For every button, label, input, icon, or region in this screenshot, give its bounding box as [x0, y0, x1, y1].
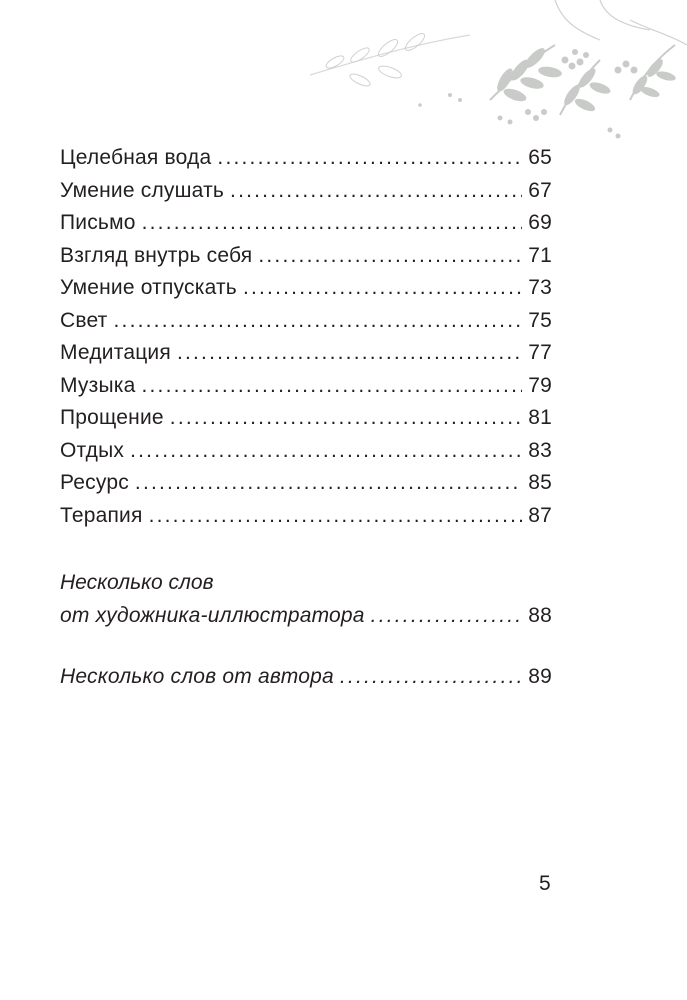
botanical-ornament: [300, 0, 687, 145]
toc-entry[interactable]: [60, 341, 552, 374]
toc-entry-title: Взгляд внутрь себя: [60, 243, 253, 267]
toc-entry[interactable]: [60, 471, 552, 504]
toc-entry[interactable]: [60, 146, 552, 179]
toc-entry-page: 69: [528, 211, 552, 234]
toc-entry-page: 89: [528, 664, 552, 688]
toc-entry[interactable]: [60, 504, 552, 537]
toc-entry-title: Ресурс: [60, 471, 129, 494]
toc-entry-page: 81: [528, 406, 552, 429]
toc-leader-dots: [135, 471, 522, 495]
toc-entry-page: 85: [528, 471, 552, 494]
toc-entry-title: Свет: [60, 308, 108, 332]
toc-leader-dots: [217, 146, 522, 170]
toc-entry-page: 65: [528, 146, 552, 169]
toc-entry-title: от художника-иллюстратора: [60, 604, 365, 627]
toc-entry[interactable]: [60, 439, 552, 472]
toc-leader-dots: [243, 276, 522, 300]
toc-entry-title: Прощение: [60, 406, 164, 429]
toc-entry-title: Медитация: [60, 341, 171, 364]
toc-entry-page: 77: [528, 341, 552, 364]
toc-entry[interactable]: [60, 276, 552, 309]
toc-leader-dots: [371, 604, 523, 628]
toc-entry-illustrator-line1[interactable]: Несколько слов: [60, 571, 214, 594]
toc-entry-page: 87: [528, 503, 552, 527]
toc-leader-dots: [177, 341, 522, 365]
toc-entry-page: 67: [528, 178, 552, 202]
toc-leader-dots: [340, 665, 522, 689]
toc-entry-title: Умение отпускать: [60, 276, 237, 299]
toc-entry[interactable]: [60, 309, 552, 342]
toc-leader-dots: [114, 309, 523, 333]
toc-entry[interactable]: [60, 374, 552, 407]
page-number: 5: [539, 872, 551, 895]
toc-entry-page: 79: [528, 373, 552, 397]
toc-leader-dots: [149, 504, 523, 528]
toc-entry[interactable]: [60, 179, 552, 212]
toc-entry-title: Терапия: [60, 503, 143, 527]
toc-entry-title: Целебная вода: [60, 146, 212, 169]
toc-entry-title: Умение слушать: [60, 178, 225, 202]
toc-entry-page: 75: [528, 308, 552, 332]
toc-entry-author[interactable]: [60, 665, 552, 698]
toc-leader-dots: [170, 406, 522, 430]
toc-entry-page: 88: [528, 604, 552, 627]
toc-entry-page: 83: [528, 438, 552, 462]
toc-leader-dots: [230, 179, 522, 203]
toc-entry-title: Несколько слов от автора: [60, 664, 334, 688]
toc-entry[interactable]: [60, 211, 552, 244]
toc-entry[interactable]: [60, 406, 552, 439]
toc-leader-dots: [258, 244, 522, 268]
toc-leader-dots: [142, 211, 523, 235]
toc-entry-title: Музыка: [60, 373, 136, 397]
toc-entry-title: Письмо: [60, 211, 136, 234]
toc-entry[interactable]: [60, 244, 552, 277]
toc-leader-dots: [130, 439, 522, 463]
table-of-contents: [60, 146, 552, 697]
toc-entry-page: 71: [528, 243, 552, 267]
toc-leader-dots: [141, 374, 522, 398]
toc-entry-page: 73: [528, 276, 552, 299]
toc-entry-title: Отдых: [60, 438, 125, 462]
toc-entry-illustrator[interactable]: [60, 604, 552, 637]
